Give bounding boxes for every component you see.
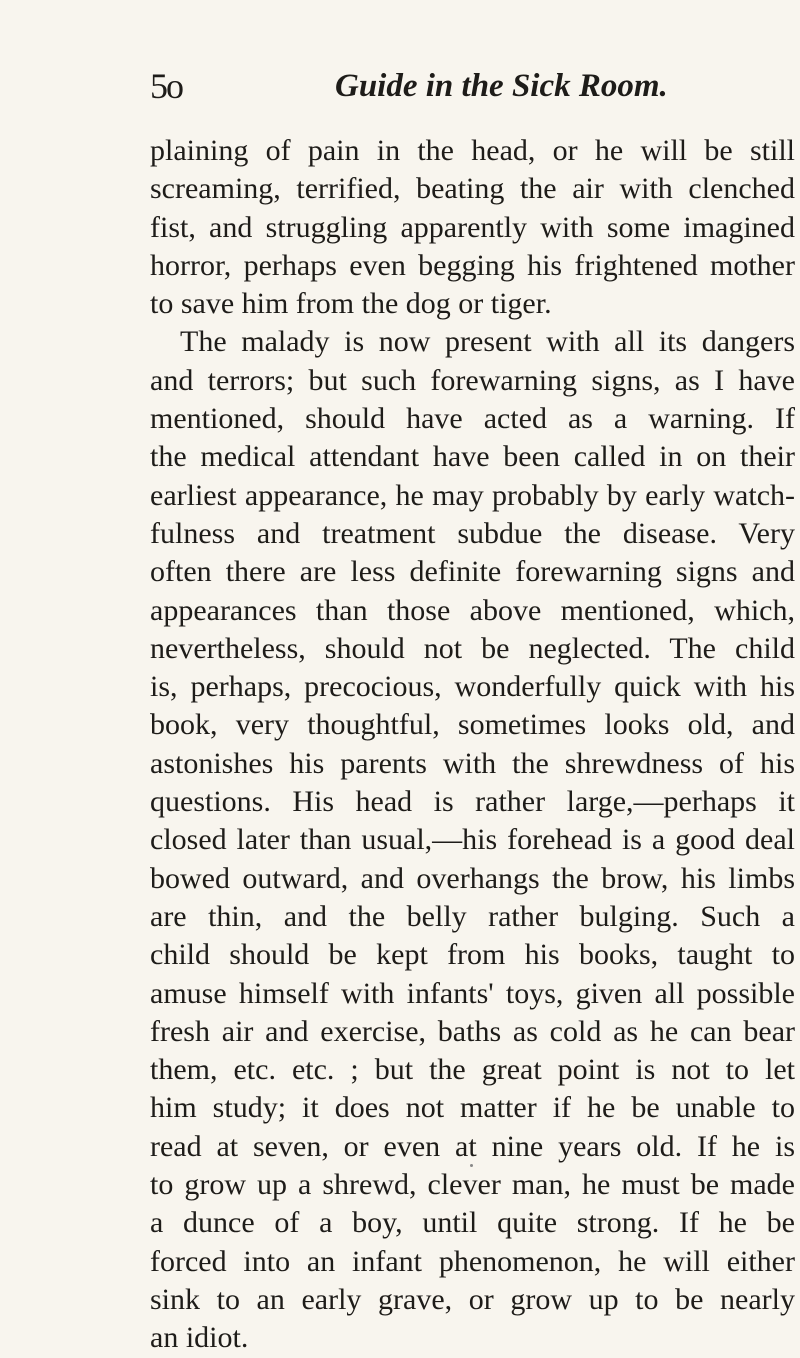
text-line: horror, perhaps even begging his frightened mother <box>150 248 795 282</box>
running-title: Guide in the Sick Room. <box>335 68 668 104</box>
text-line: plaining of pain in the head, or he will be still <box>150 134 795 167</box>
text-line: is, perhaps, precocious, wonderfully quick with his <box>150 670 795 704</box>
text-line: earliest appearance, he may probably by early watch- <box>150 478 795 512</box>
text-line: him study; it does not matter if he be unable to <box>150 1091 795 1125</box>
text-line: child should be kept from his books, taught to <box>150 938 795 972</box>
text-line: closed later than usual,—his forehead is a good deal <box>150 823 795 857</box>
text-line: and terrors; but such forewarning signs, as I have <box>150 363 795 397</box>
text-line: fulness and treatment subdue the disease. Very <box>150 516 795 550</box>
text-line: the medical attendant have been called in on their <box>150 440 795 474</box>
text-line: amuse himself with infants' toys, given all possible <box>150 976 795 1010</box>
text-line: book, very thoughtful, sometimes looks old, and <box>150 708 795 742</box>
text-line: astonishes his parents with the shrewdness of his <box>150 746 795 780</box>
text-line: appearances than those above mentioned, which, <box>150 593 795 627</box>
text-line: forced into an infant phenomenon, he will either <box>150 1244 795 1278</box>
paragraph-start-line: The malady is now present with all its dangers <box>180 325 795 359</box>
text-line: mentioned, should have acted as a warning. If <box>150 402 795 436</box>
text-line: bowed outward, and overhangs the brow, his limbs <box>150 861 795 895</box>
body-text <box>150 132 795 1358</box>
text-line: are thin, and the belly rather bulging. Such a <box>150 899 795 933</box>
text-line: them, etc. etc. ; but the great point is not to let <box>150 1053 795 1087</box>
text-line: fist, and struggling apparently with some imagined <box>150 210 795 244</box>
text-line: sink to an early grave, or grow up to be nearly <box>150 1282 795 1316</box>
text-line: to grow up a shrewd, clever man, he must be made <box>150 1168 795 1202</box>
text-line: fresh air and exercise, baths as cold as he can bear <box>150 1014 795 1048</box>
text-line: to save him from the dog or tiger. <box>150 287 552 321</box>
page-number: 5o <box>150 66 182 106</box>
text-line: an idiot. <box>150 1321 249 1355</box>
text-line: often there are less definite forewarning signs and <box>150 555 795 589</box>
text-line: questions. His head is rather large,—perhaps it <box>150 785 795 819</box>
text-line: screaming, terrified, beating the air with clenched <box>150 172 795 206</box>
running-header <box>150 66 800 116</box>
text-line: read at seven, or even at nine years old. If he is <box>150 1129 795 1163</box>
paper-speck <box>470 1164 473 1167</box>
text-line: a dunce of a boy, until quite strong. If he be <box>150 1206 795 1240</box>
text-line: nevertheless, should not be neglected. The child <box>150 631 795 665</box>
